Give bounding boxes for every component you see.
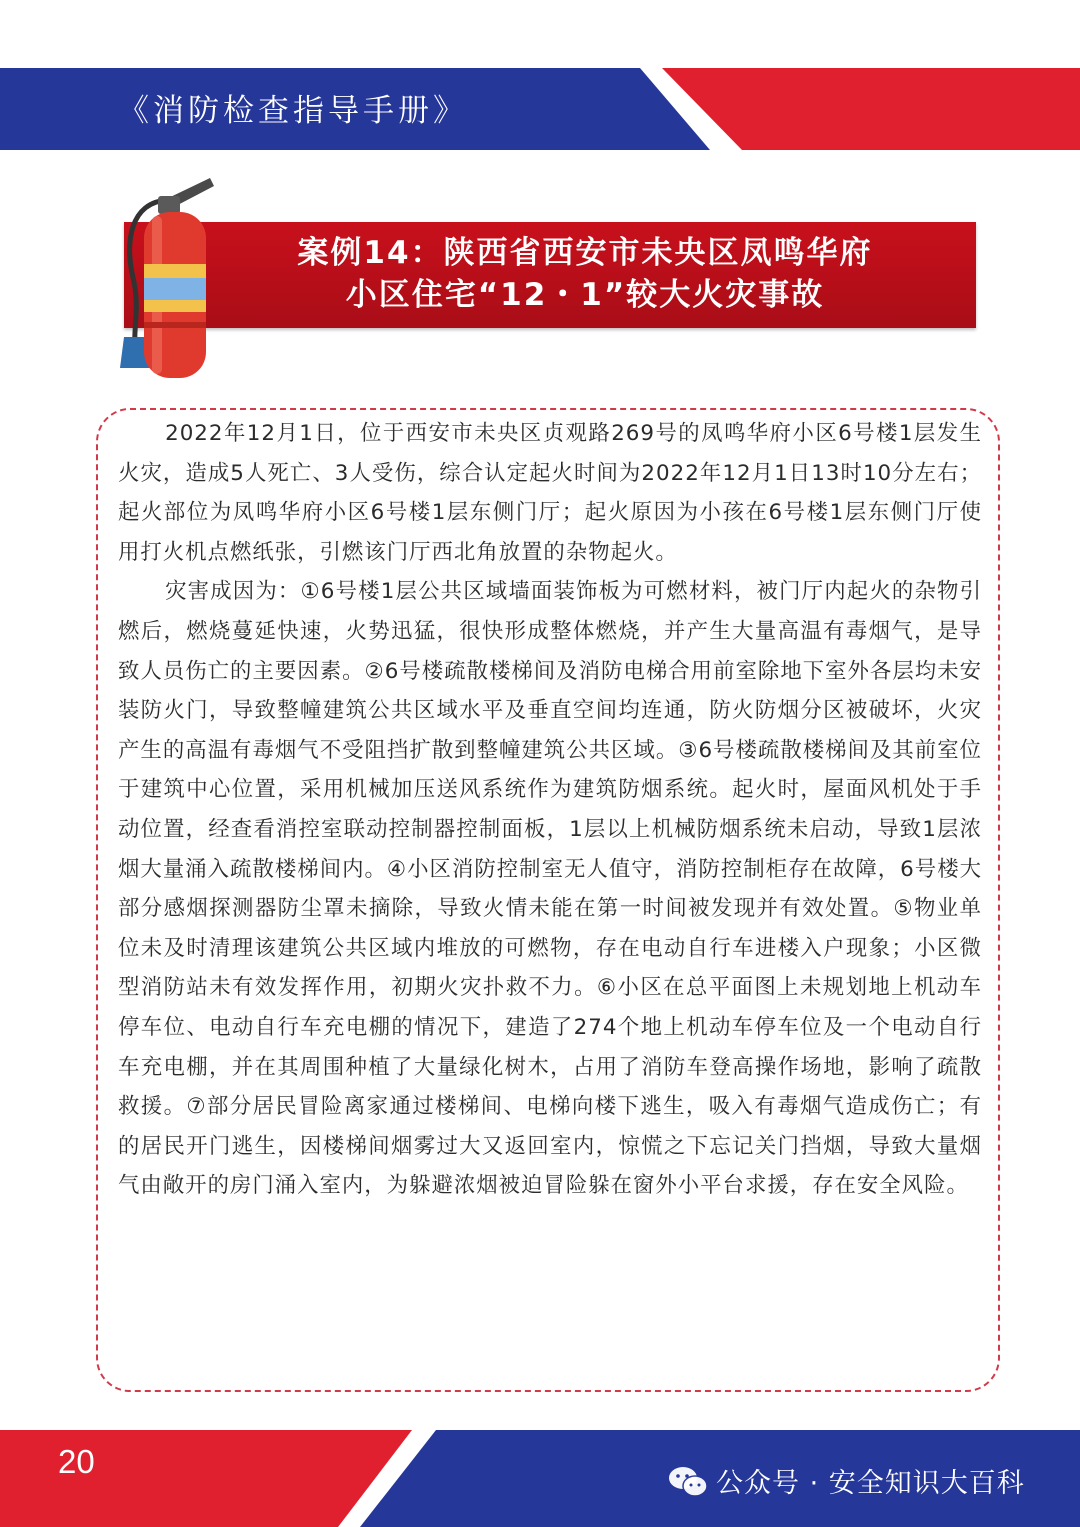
watermark-text: 公众号 · 安全知识大百科 (716, 1468, 1025, 1499)
fire-extinguisher-icon (110, 172, 230, 384)
wechat-icon (668, 1464, 708, 1500)
case-title-line-2: 小区住宅“12・1”较大火灾事故 (345, 277, 825, 313)
handbook-title: 《消防检查指导手册》 (118, 93, 468, 129)
header-band (0, 0, 1080, 160)
case-description (118, 414, 982, 1206)
page-number: 20 (58, 1443, 95, 1480)
case-title (220, 232, 950, 318)
paragraph-causes: 灾害成因为：①6号楼1层公共区域墙面装饰板为可燃材料，被门厅内起火的杂物引燃后，燃烧蔓延快速，火势迅猛，很快形成整体燃烧，并产生大量高温有毒烟气，是导致人员伤亡的主要因素。②6号楼疏散楼梯间及消防电梯合用前室除地下室外各层均未安装防火门，导致整幢建筑公共区域水平及垂直空间均连通，防火防烟分区被破坏，火灾产生的高温有毒烟气不受阻挡扩散到整幢建筑公共区域。③6号楼疏散楼梯间及其前室位于建筑中心位置，采用机械加压送风系统作为建筑防烟系统。起火时，屋面风机处于手动位置，经查看消控室联动控制器控制面板，1层以上机械防烟系统未启动，导致1层浓烟大量涌入疏散楼梯间内。④小区消防控制室无人值守，消防控制柜存在故障，6号楼大部分感烟探测器防尘罩未摘除，导致火情未能在第一时间被发现并有效处置。⑤物业单位未及时清理该建筑公共区域内堆放的可燃物，存在电动自行车进楼入户现象；小区微型消防站未有效发挥作用，初期火灾扑救不力。⑥小区在总平面图上未规划地上机动车停车位、电动自行车充电棚的情况下，建造了274个地上机动车停车位及一个电动自行车充电棚，并在其周围种植了大量绿化树木，占用了消防车登高操作场地，影响了疏散救援。⑦部分居民冒险离家通过楼梯间、电梯向楼下逃生，吸入有毒烟气造成伤亡；有的居民开门逃生，因楼梯间烟雾过大又返回室内，惊慌之下忘记关门挡烟，导致大量烟气由敞开的房门涌入室内，为躲避浓烟被迫冒险躲在窗外小平台求援，存在安全风险。 (118, 579, 982, 1199)
paragraph-incident: 2022年12月1日，位于西安市未央区贞观路269号的凤鸣华府小区6号楼1层发生火灾，造成5人死亡、3人受伤，综合认定起火时间为2022年12月1日13时10分左右；起火部位为凤鸣华府小区6号楼1层东侧门厅；起火原因为小孩在6号楼1层东侧门厅使用打火机点燃纸张，引燃该门厅西北角放置的杂物起火。 (118, 421, 982, 565)
case-title-line-1: 案例14：陕西省西安市未央区凤鸣华府 (297, 235, 873, 271)
